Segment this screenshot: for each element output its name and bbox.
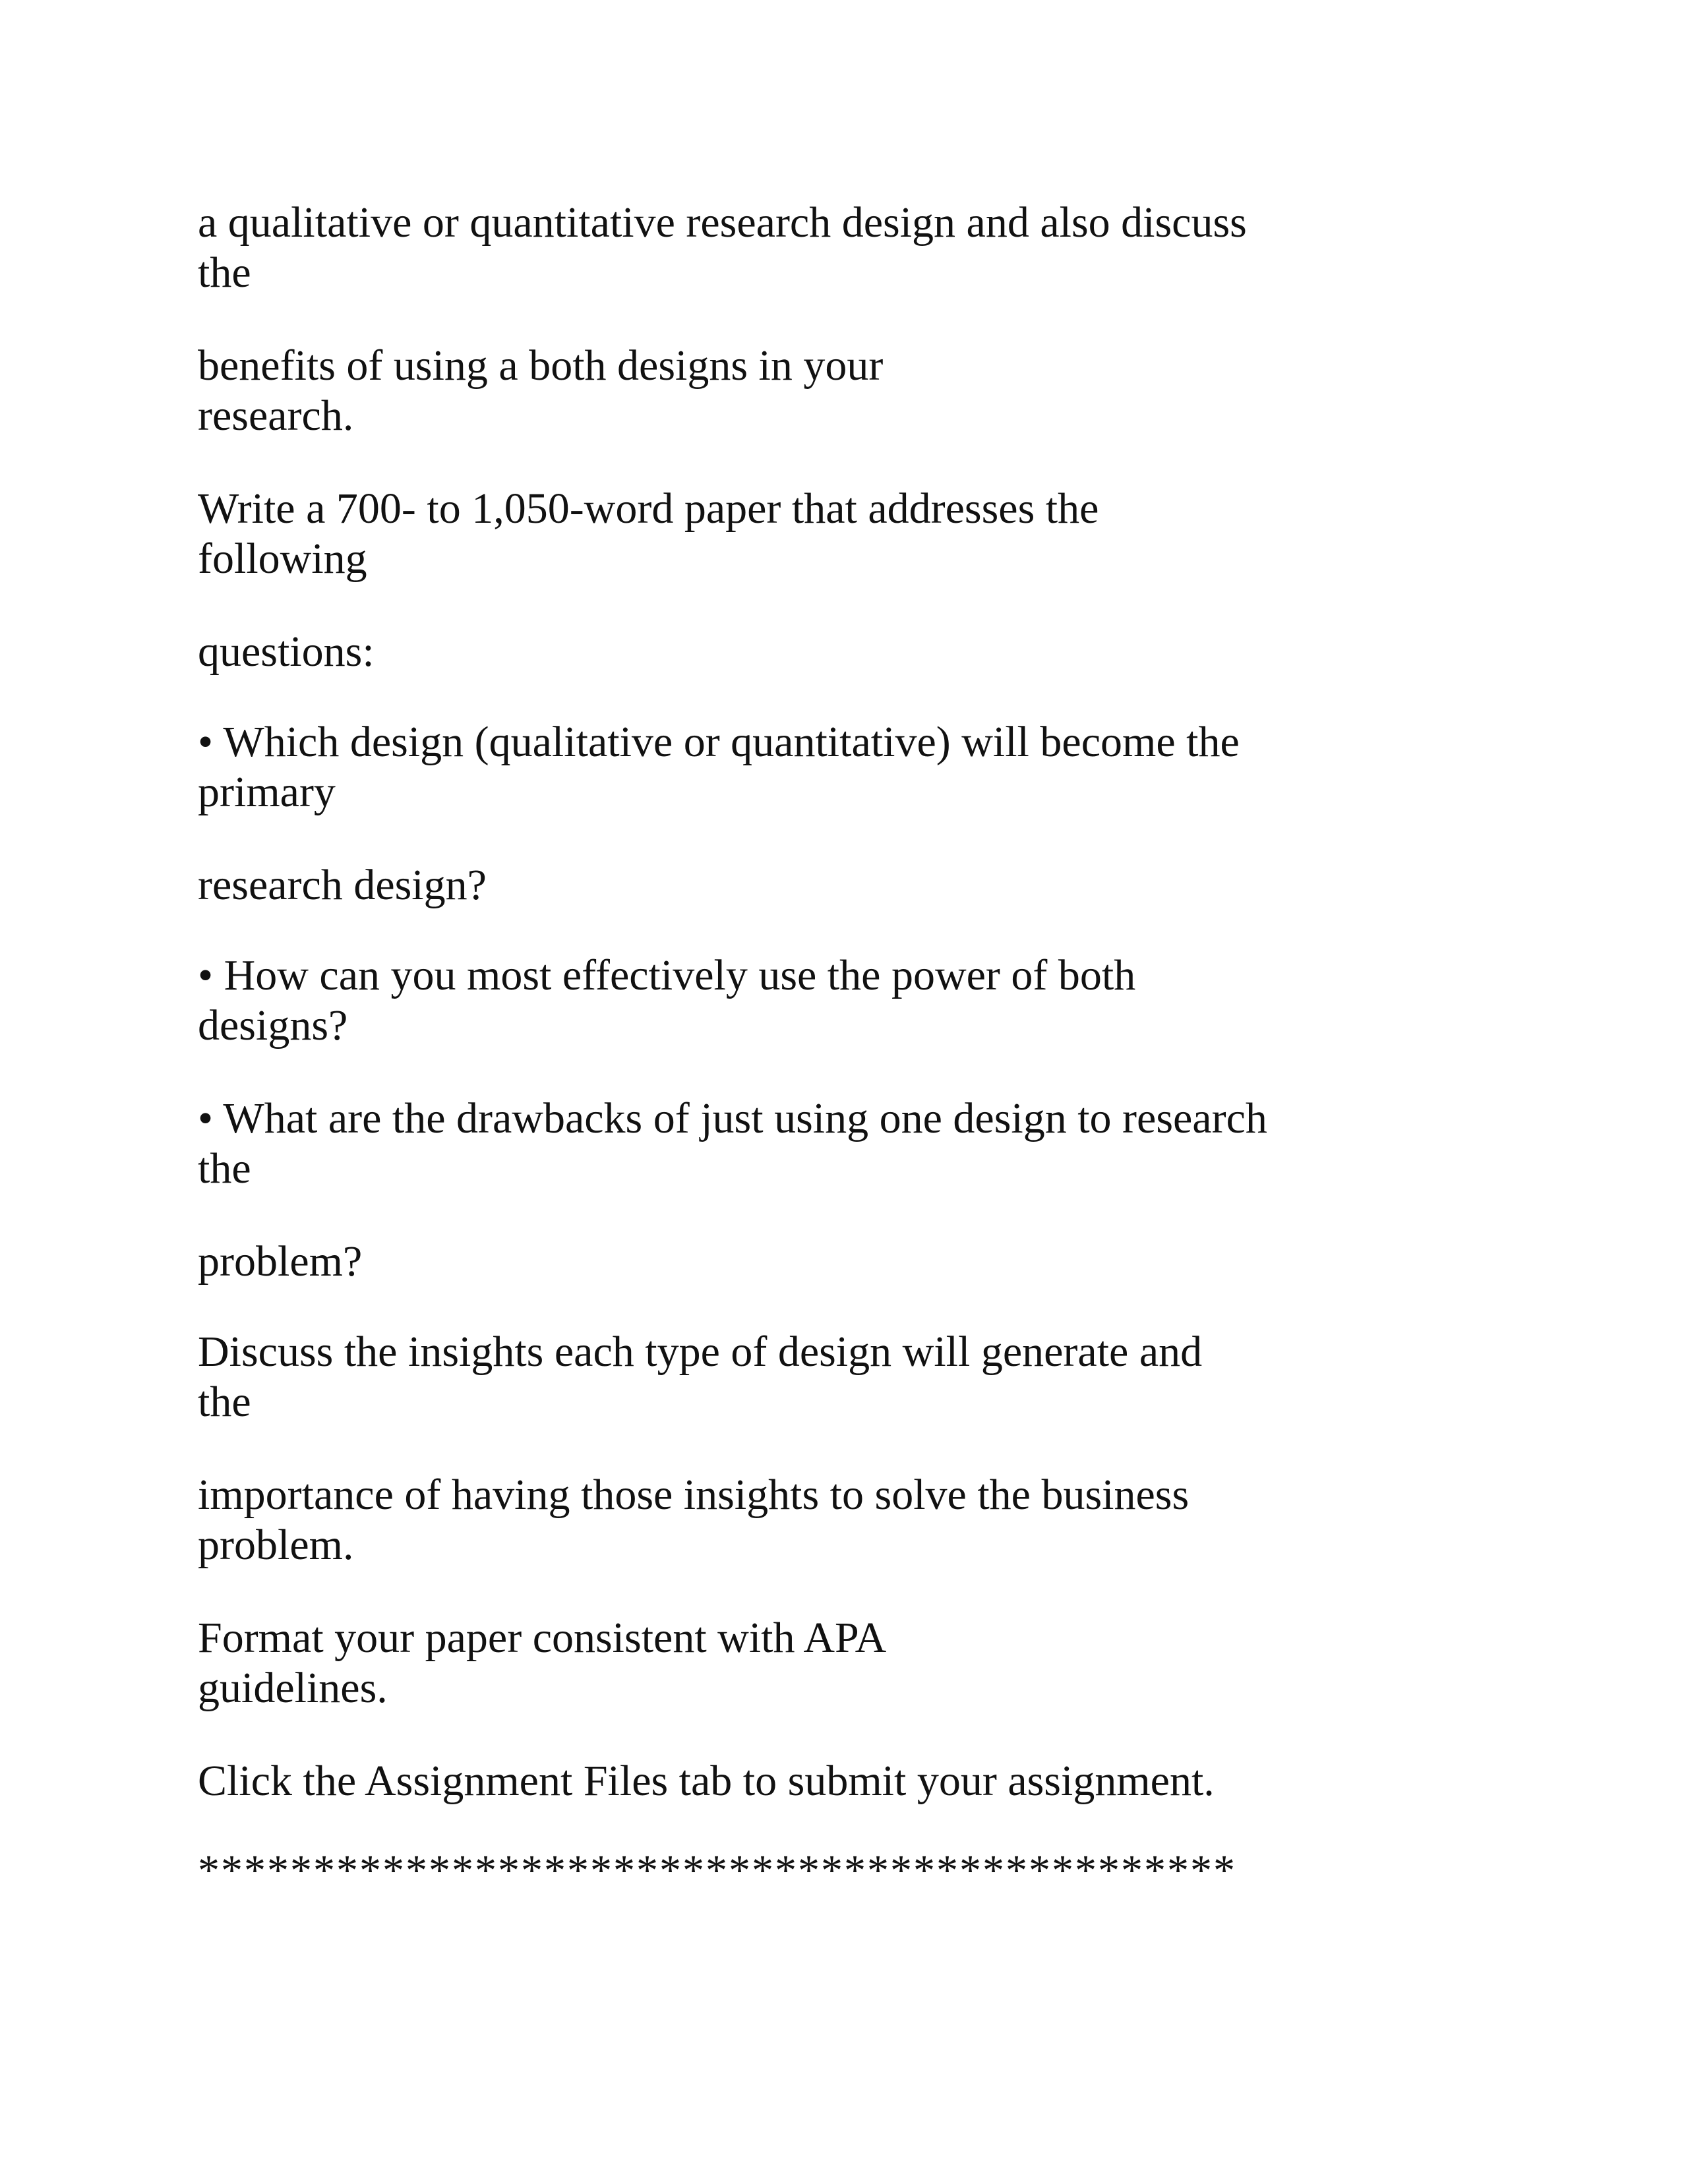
paragraph-line: questions: — [198, 628, 375, 676]
asterisk-divider: ********************************************* — [198, 1846, 1236, 1895]
paragraph-line: research design? — [198, 861, 487, 909]
paragraph-line: the — [198, 1144, 251, 1193]
bullet-item-3 — [198, 1094, 1319, 1194]
paragraph-line: Discuss the insights each type of design will generate and — [198, 1328, 1203, 1376]
paragraph-line: the — [198, 249, 251, 297]
paragraph-line: problem. — [198, 1521, 354, 1569]
paragraph-11 — [198, 1470, 1319, 1570]
paragraph-line: Write a 700- to 1,050-word paper that addresses the — [198, 485, 1099, 533]
paragraph-line: a qualitative or quantitative research design and also discuss — [198, 198, 1247, 247]
paragraph-line: problem? — [198, 1237, 363, 1285]
paragraph-12 — [198, 1613, 1319, 1713]
paragraph-1 — [198, 198, 1319, 298]
paragraph-6 — [198, 860, 1319, 910]
paragraph-line: • How can you most effectively use the power of both — [198, 951, 1136, 999]
paragraph-line: designs? — [198, 1001, 348, 1049]
paragraph-line: • What are the drawbacks of just using one design to research — [198, 1094, 1267, 1142]
paragraph-3 — [198, 484, 1319, 584]
paragraph-line: primary — [198, 768, 336, 816]
paragraph-4 — [198, 627, 1319, 677]
paragraph-line: guidelines. — [198, 1664, 388, 1712]
paragraph-line: • Which design (qualitative or quantitative) will become the — [198, 718, 1240, 766]
bullet-item-1 — [198, 717, 1319, 817]
paragraph-line: following — [198, 535, 367, 583]
paragraph-10 — [198, 1327, 1319, 1427]
paragraph-line: benefits of using a both designs in your — [198, 341, 884, 390]
paragraph-line: research. — [198, 392, 354, 440]
bullet-item-2 — [198, 951, 1319, 1051]
separator-asterisks — [198, 1846, 1319, 1896]
paragraph-line: the — [198, 1378, 251, 1426]
paragraph-2 — [198, 341, 1319, 441]
paragraph-13 — [198, 1756, 1319, 1806]
paragraph-line: Format your paper consistent with APA — [198, 1614, 887, 1662]
paragraph-9 — [198, 1237, 1319, 1287]
paragraph-line: Click the Assignment Files tab to submit your assignment. — [198, 1757, 1215, 1805]
paragraph-line: importance of having those insights to solve the business — [198, 1471, 1190, 1519]
